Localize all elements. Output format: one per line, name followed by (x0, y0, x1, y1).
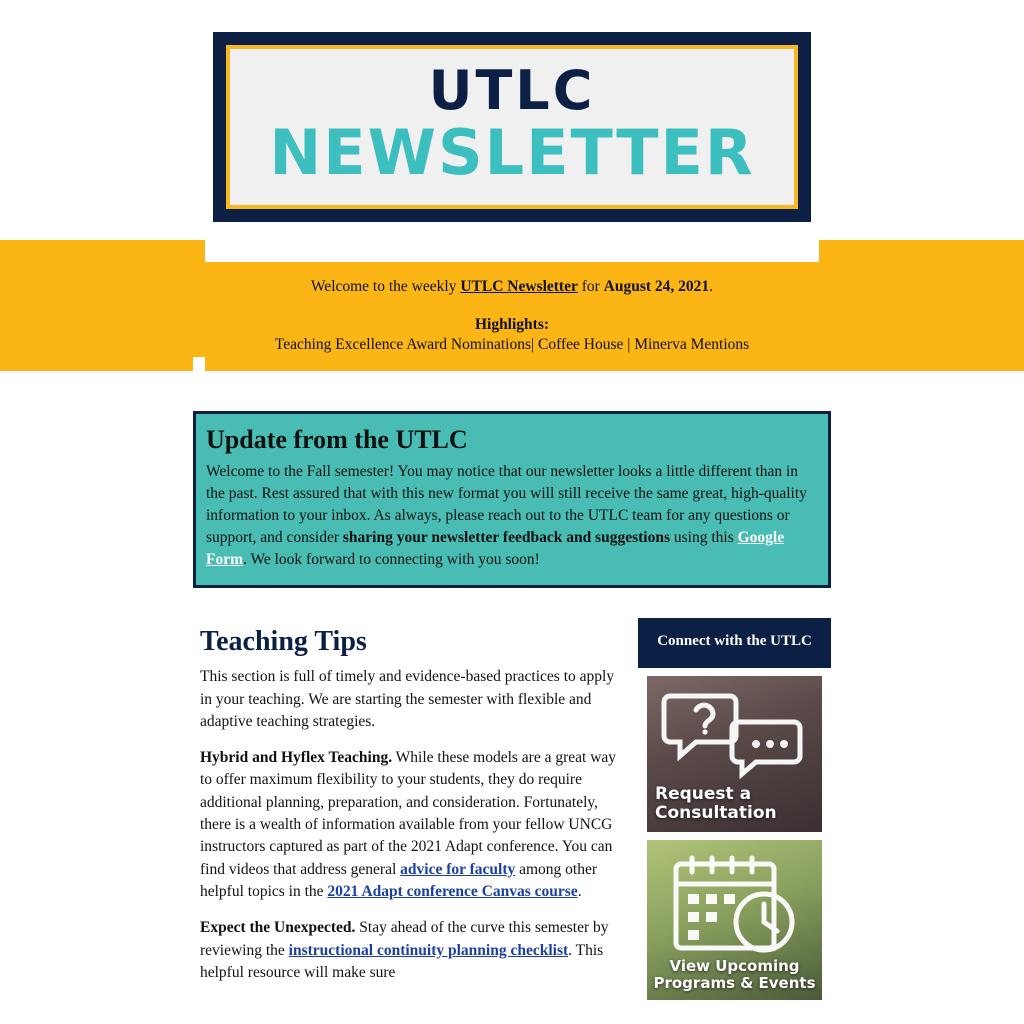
hybrid-text-2: among other helpful topics in the (200, 860, 598, 900)
update-from-utlc-box (193, 411, 831, 588)
utlc-newsletter-link[interactable]: UTLC Newsletter (460, 277, 578, 295)
hybrid-text-1: While these models are a great way to offer maximum flexibility to your students, they do require additional planning, preparation, and consideration. Fortunately, there is a wealth of information available from your fellow UNCG instructors captured as part of the 2021 Adapt conference. You can find videos that address general (200, 749, 617, 878)
google-form-link[interactable]: Google Form (206, 529, 785, 569)
update-text-3: . We look forward to connecting with you soon! (243, 551, 540, 569)
connect-sidebar (638, 618, 831, 1000)
welcome-band-region (0, 240, 1024, 371)
masthead-banner (213, 32, 811, 222)
teaching-tips-intro: This section is full of timely and evidence-based practices to apply in your teaching. We are starting the semester with flexible and adaptive teaching strategies. (200, 668, 615, 730)
speech-bubbles-icon (660, 686, 810, 786)
masthead-title-utlc: UTLC (428, 59, 596, 122)
band-white-notch-bottom (193, 357, 205, 371)
update-text-1: Welcome to the Fall semester! You may notice that our newsletter looks a little different than in the past. Rest assured that with this new format you will still receive the same great, high-quality information to your inbox. As always, please reach out to the UTLC team for any questions or support, and consider (206, 463, 807, 547)
hybrid-heading: Hybrid and Hyflex Teaching. (200, 749, 393, 767)
teaching-tips-paragraph-unexpected (200, 917, 624, 984)
teaching-tips-paragraph-hybrid (200, 747, 624, 903)
continuity-checklist-link[interactable]: instructional continuity planning checklist (288, 941, 569, 959)
welcome-sentence (205, 278, 819, 296)
hybrid-text-3: . (577, 883, 582, 900)
welcome-date: August 24, 2021 (603, 277, 710, 295)
update-bold-1: sharing your newsletter feedback and suggestions (342, 529, 670, 547)
highlights-list: Teaching Excellence Award Nominations| Coffee House | Minerva Mentions (274, 335, 750, 353)
unexpected-heading: Expect the Unexpected. (200, 919, 356, 937)
consultation-caption-line2: Consultation (655, 803, 777, 824)
consultation-caption-line1: Request a (655, 784, 752, 805)
teaching-tips-column (193, 618, 638, 1000)
request-consultation-card[interactable] (647, 676, 822, 832)
request-consultation-caption (655, 785, 777, 823)
unexpected-text-2: . This helpful resource will make sure (200, 941, 604, 981)
main-content-area (193, 618, 831, 1000)
teaching-tips-title: Teaching Tips (200, 626, 367, 657)
view-events-caption (647, 958, 822, 992)
masthead-inner (226, 45, 798, 209)
welcome-prefix: Welcome to the weekly (310, 277, 461, 295)
sidebar-header: Connect with the UTLC (638, 618, 831, 668)
update-title: Update from the UTLC (206, 425, 468, 454)
highlights-label: Highlights: (474, 315, 550, 333)
masthead-container (0, 0, 1024, 222)
welcome-suffix: . (709, 277, 714, 295)
view-events-card[interactable] (647, 840, 822, 1000)
events-caption-line2: Programs & Events (653, 973, 816, 992)
update-text-2: using this (670, 529, 738, 547)
unexpected-text-1: Stay ahead of the curve this semester by reviewing the (200, 919, 609, 959)
band-white-notch-top (205, 240, 819, 262)
events-caption-line1: View Upcoming (669, 956, 800, 975)
masthead-title-newsletter: NEWSLETTER (269, 115, 755, 189)
adapt-canvas-course-link[interactable]: 2021 Adapt conference Canvas course (327, 883, 578, 900)
advice-for-faculty-link[interactable]: advice for faculty (400, 860, 516, 878)
welcome-band-content (205, 262, 819, 354)
welcome-middle: for (577, 277, 604, 295)
update-body (206, 461, 816, 571)
calendar-clock-icon (660, 850, 810, 963)
